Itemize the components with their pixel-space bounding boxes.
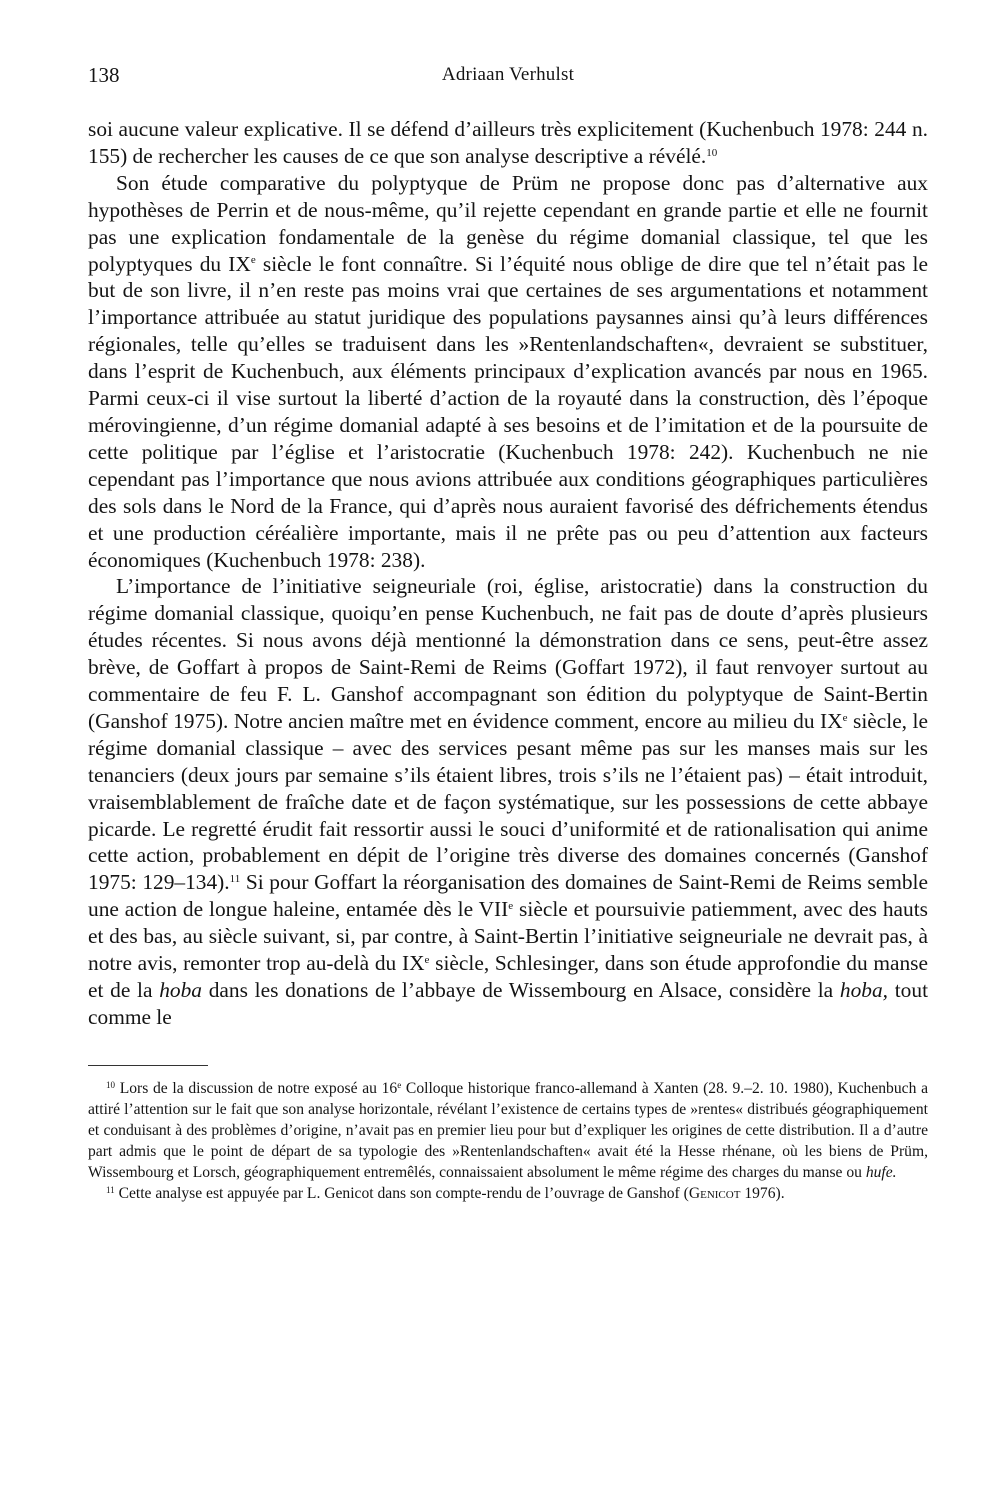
text-run: Cette analyse est appuyée par L. Genicot dans son compte-rendu de l’ouvrage de Ganshof ( <box>114 1185 689 1203</box>
superscript-e: e <box>508 900 514 913</box>
text-run: L’importance de l’initiative seigneuriale (roi, église, aristocratie) dans la construction du régime domanial classique, quoiqu’en pense Kuchenbuch, ne fait pas de doute d’après plusieurs études récentes. Si nous avons déjà mentionné la démonstration dans ce sens, peut-être assez brève, de Goffart à propos de Saint-Remi de Reims (Goffart 1972), il faut renvoyer surtout au commentaire de feu F. L. Ganshof accompagnant son édition du polyptyque de Saint-Bertin (Ganshof 1975). Notre ancien maître met en évidence comment, encore au milieu du IX <box>88 574 928 733</box>
footnote-10 <box>88 1078 928 1183</box>
footnote-mark: 10 <box>106 1079 115 1090</box>
italic-term-hoba: hoba <box>159 978 202 1002</box>
italic-term-hufe: hufe. <box>865 1164 897 1182</box>
paragraph-1 <box>88 116 928 170</box>
superscript-e: e <box>397 1079 402 1090</box>
text-run: siècle le font connaître. Si l’équité nous oblige de dire que tel n’était pas le but de son livre, il n’en reste pas moins vrai que certaines de ses argumentations et notamment l’importance attribuée au statut juridique des populations paysannes ainsi qu’à leurs différences régionales, telle qu’elles se traduisent dans les »Rentenlandschaften«, devraient se substituer, dans l’esprit de Kuchenbuch, aux éléments principaux d’explication avancés par nous en 1965. Parmi ceux-ci il vise surtout la liberté d’action de la royauté dans la construction, dès l’époque mérovingienne, d’un régime domanial adapté à ses besoins et de l’imitation et de la poursuite de cette politique par l’église et l’aristocratie (Kuchenbuch 1978: 242). Kuchenbuch ne nie cependant pas l’importance que nous avions attribuée aux conditions géographiques particulières des sols dans le Nord de la France, qui d’après nous auraient favorisé des défrichements étendus et une production céréalière importante, mais il ne prête pas ou peu d’attention aux facteurs économiques (Kuchenbuch 1978: 238). <box>88 251 928 572</box>
text-run: Lors de la discussion de notre exposé au 16 <box>115 1079 398 1097</box>
footnotes <box>88 1078 928 1205</box>
text-run: Si pour Goffart la réorganisation des domaines de Saint-Remi de Reims semble une action de longue haleine, entamée dès le VII <box>88 870 928 922</box>
text-run: tout comme le <box>88 978 929 1029</box>
paragraph-2 <box>88 170 928 574</box>
text-run: soi aucune valeur explicative. Il se défend d’ailleurs très explicitement (Kuchenbuch 1978: 244 n. 155) de rechercher les causes de ce que son analyse descriptive a révélé. <box>88 117 928 168</box>
body-text <box>88 116 928 1031</box>
superscript-e: e <box>842 711 848 724</box>
footnote-divider <box>88 1065 208 1066</box>
text-run: siècle, Schlesinger, dans son étude approfondie du manse et de la <box>88 951 928 1002</box>
book-page <box>88 62 928 1204</box>
footnote-ref-10[interactable]: 10 <box>706 146 718 159</box>
text-run: siècle et poursuivie patiemment, avec des hauts et des bas, au siècle suivant, si, par contre, à Saint-Bertin l’initiative seigneuriale ne devrait pas, à notre avis, remonter trop au-delà du IX <box>88 897 928 976</box>
running-title: Adriaan Verhulst <box>441 64 575 85</box>
text-run: siècle, le régime domanial classique – avec des services pesant même pas sur les manses mais sur les tenanciers (deux jours par semaine s’ils étaient libres, trois s’ils ne l’étaient pas) – était introduit, vraisemblablement de fraîche date et de façon systématique, sur les possessions de cette abbaye picarde. Le regretté érudit fait ressortir aussi le souci d’uniformité et de rationalisation qui anime cette action, probablement en dépit de l’origine très diverse des domaines concernés (Ganshof 1975: 129–134). <box>88 708 928 895</box>
running-head <box>88 62 928 96</box>
text-run: Son étude comparative du polyptyque de Prüm ne propose donc pas d’alternative aux hypothèses de Perrin et de nous-même, qu’il rejette cependant en grande partie et elle ne fournit pas une explication fondamentale de la genèse du régime domanial classique, tel que les polyptyques du IX <box>88 170 928 276</box>
superscript-e: e <box>424 953 430 966</box>
text-run: 1976). <box>740 1185 785 1203</box>
paragraph-3 <box>88 573 928 1030</box>
superscript-e: e <box>250 254 256 267</box>
italic-term-hoba: hoba, <box>839 978 889 1002</box>
text-run: Colloque historique franco-allemand à Xanten (28. 9.–2. 10. 1980), Kuchenbuch a attiré l’attention sur le fait que son analyse horizontale, révélant l’existence de certains types de »rentes« distribués géographiquement et conduisant à des problèmes d’origine, n’avait pas en premier lieu pour but d’expliquer les origines de cette distribution. Il a d’autre part admis que le point de départ de sa typologie des »Rentenlandschaften« avait été la Hesse rhénane, où les biens de Prüm, Wissembourg et Lorsch, géographiquement entremêlés, connaissaient absolument le même régime des charges du manse ou <box>88 1079 928 1182</box>
footnote-mark: 11 <box>106 1185 115 1196</box>
page-number: 138 <box>88 63 120 87</box>
author-smallcaps: Genicot <box>688 1185 741 1203</box>
footnote-11 <box>88 1183 928 1204</box>
footnote-ref-11[interactable]: 11 <box>229 873 241 886</box>
text-run: dans les donations de l’abbaye de Wissembourg en Alsace, considère la <box>202 978 840 1002</box>
